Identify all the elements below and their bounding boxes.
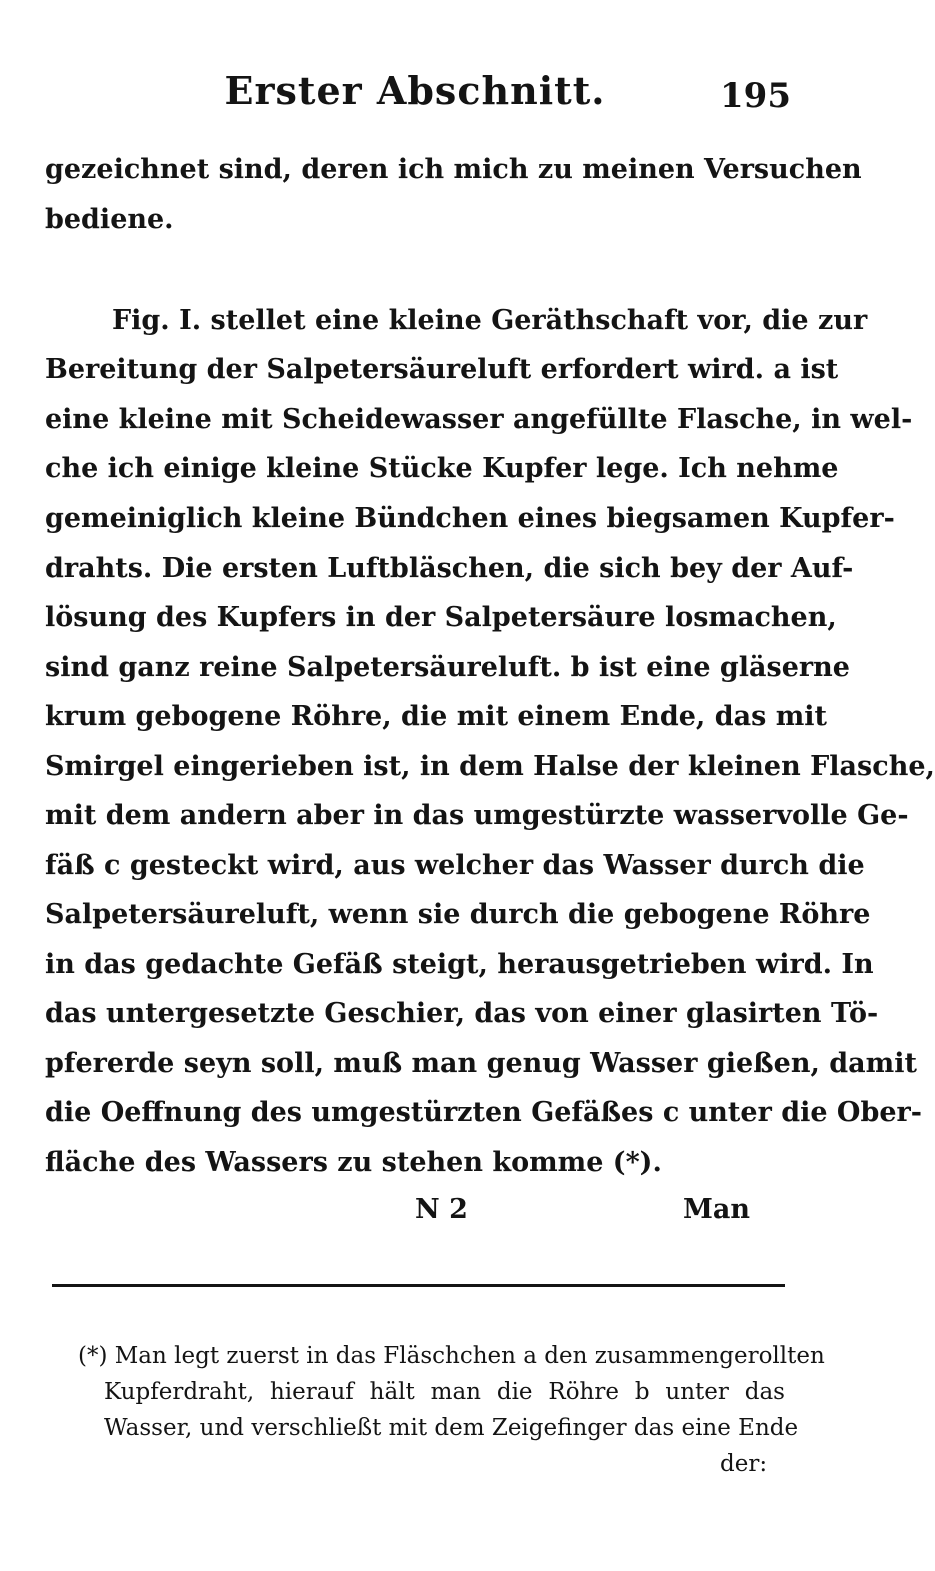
body-line: sind ganz reine Salpetersäureluft. b ist eine gläserne: [45, 652, 850, 683]
body-line: die Oeffnung des umgestürzten Gefäßes c unter die Ober-: [45, 1097, 922, 1128]
body-line: bediene.: [45, 204, 174, 235]
body-line: mit dem andern aber in das umgestürzte wasservolle Ge-: [45, 800, 909, 831]
body-line: che ich einige kleine Stücke Kupfer lege. Ich nehme: [45, 453, 839, 484]
footnote-rule: [52, 1284, 785, 1287]
body-line: das untergesetzte Geschier, das von einer glasirten Tö-: [45, 998, 879, 1029]
body-line: gemeiniglich kleine Bündchen eines biegsamen Kupfer-: [45, 503, 895, 534]
body-line: drahts. Die ersten Luftbläschen, die sich bey der Auf-: [45, 553, 854, 584]
page-number: 195: [720, 76, 791, 116]
body-line: lösung des Kupfers in der Salpetersäure losmachen,: [45, 602, 837, 633]
body-line: in das gedachte Gefäß steigt, herausgetrieben wird. In: [45, 949, 874, 980]
signature-mark: N 2: [415, 1194, 468, 1225]
body-line: pfererde seyn soll, muß man genug Wasser gießen, damit: [45, 1048, 917, 1079]
body-line: Bereitung der Salpetersäureluft erfordert wird. a ist: [45, 354, 839, 385]
body-line: fläche des Wassers zu stehen komme (*).: [45, 1147, 662, 1178]
body-line: Smirgel eingerieben ist, in dem Halse der kleinen Flasche,: [45, 751, 935, 782]
catchword: Man: [683, 1194, 751, 1225]
body-line: eine kleine mit Scheidewasser angefüllte Flasche, in wel-: [45, 404, 913, 435]
footnote-line: (*) Man legt zuerst in das Fläschchen a den zusammengerollten: [78, 1343, 825, 1369]
body-line: gezeichnet sind, deren ich mich zu meinen Versuchen: [45, 154, 862, 185]
body-line: fäß c gesteckt wird, aus welcher das Wasser durch die: [45, 850, 865, 881]
body-line: Fig. I. stellet eine kleine Geräthschaft vor, die zur: [112, 305, 868, 336]
running-head-title: Erster Abschnitt.: [224, 68, 606, 113]
footnote-line: Wasser, und verschließt mit dem Zeigefinger das eine Ende: [104, 1415, 799, 1441]
footnote-line: Kupferdraht, hierauf hält man die Röhre b unter das: [104, 1379, 785, 1405]
body-line: Salpetersäureluft, wenn sie durch die gebogene Röhre: [45, 899, 871, 930]
body-line: krum gebogene Röhre, die mit einem Ende, das mit: [45, 701, 827, 732]
footnote-line: der:: [720, 1451, 768, 1477]
